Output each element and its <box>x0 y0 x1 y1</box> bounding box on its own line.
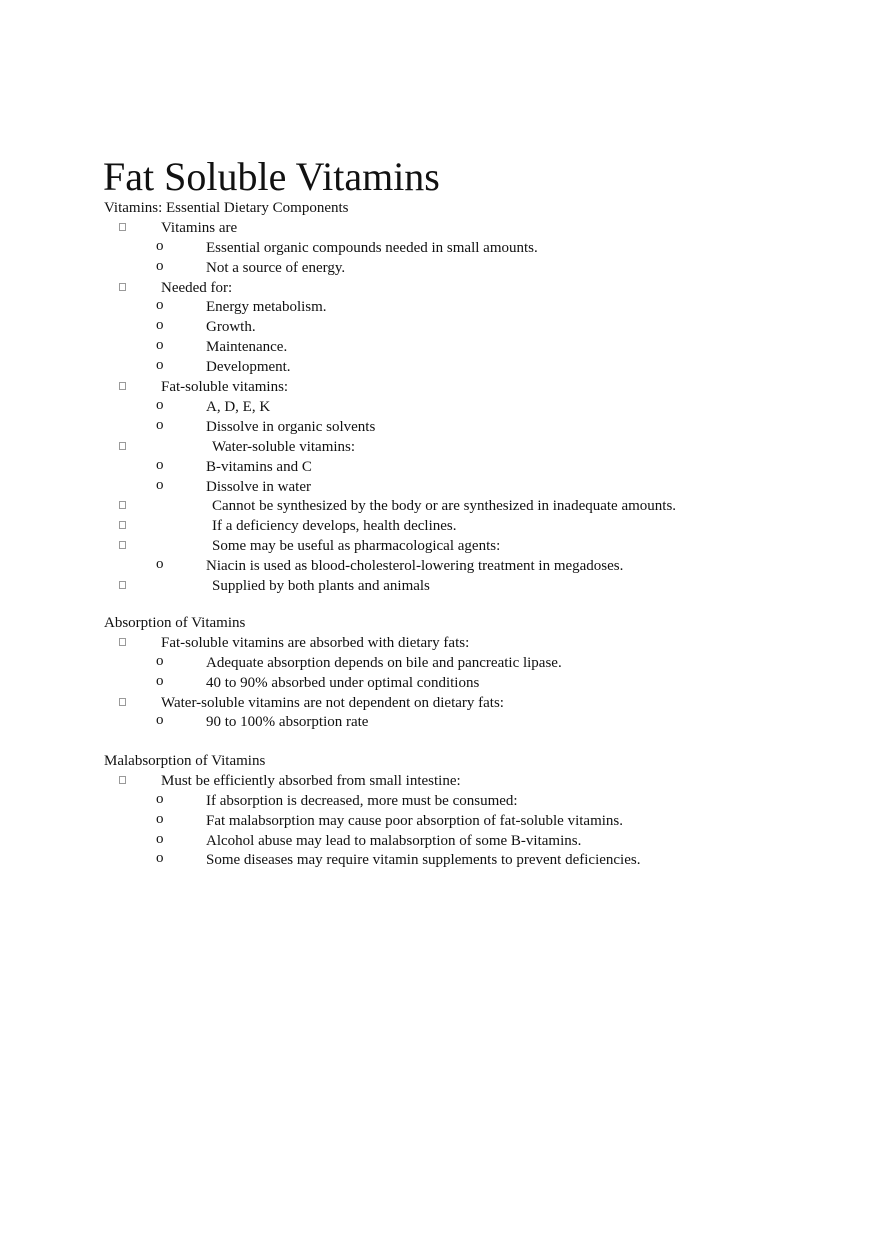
square-bullet-icon <box>119 638 126 646</box>
list-item: B-vitamins and C <box>206 459 312 475</box>
circle-bullet-icon: o <box>156 850 164 866</box>
square-bullet-icon <box>119 698 126 706</box>
circle-bullet-icon: o <box>156 357 164 373</box>
list-item: Needed for: <box>161 280 233 296</box>
list-item: Fat-soluble vitamins are absorbed with dietary fats: <box>161 635 470 651</box>
square-bullet-icon <box>119 283 126 291</box>
circle-bullet-icon: o <box>156 417 164 433</box>
circle-bullet-icon: o <box>156 791 164 807</box>
list-item: 40 to 90% absorbed under optimal conditions <box>206 675 480 691</box>
list-item: Essential organic compounds needed in small amounts. <box>206 240 538 256</box>
section-heading: Malabsorption of Vitamins <box>104 753 266 769</box>
square-bullet-icon <box>119 581 126 589</box>
list-item: Some may be useful as pharmacological agents: <box>212 538 501 554</box>
square-bullet-icon <box>119 776 126 784</box>
list-item: Maintenance. <box>206 339 288 355</box>
list-item: Must be efficiently absorbed from small intestine: <box>161 773 461 789</box>
section-heading: Vitamins: Essential Dietary Components <box>104 200 349 216</box>
list-item: Development. <box>206 359 291 375</box>
list-item: Some diseases may require vitamin supplements to prevent deficiencies. <box>206 852 641 868</box>
square-bullet-icon <box>119 541 126 549</box>
square-bullet-icon <box>119 521 126 529</box>
list-item: If absorption is decreased, more must be consumed: <box>206 793 518 809</box>
list-item: Fat-soluble vitamins: <box>161 379 289 395</box>
list-item: Dissolve in water <box>206 479 311 495</box>
list-item: Water-soluble vitamins: <box>212 439 356 455</box>
square-bullet-icon <box>119 501 126 509</box>
circle-bullet-icon: o <box>156 811 164 827</box>
list-item: Vitamins are <box>161 220 238 236</box>
list-item: Fat malabsorption may cause poor absorption of fat-soluble vitamins. <box>206 813 623 829</box>
list-item: Niacin is used as blood-cholesterol-lowering treatment in megadoses. <box>206 558 624 574</box>
circle-bullet-icon: o <box>156 673 164 689</box>
circle-bullet-icon: o <box>156 477 164 493</box>
square-bullet-icon <box>119 442 126 450</box>
page-title: Fat Soluble Vitamins <box>103 154 440 199</box>
list-item: Water-soluble vitamins are not dependent on dietary fats: <box>161 695 504 711</box>
circle-bullet-icon: o <box>156 337 164 353</box>
square-bullet-icon <box>119 382 126 390</box>
circle-bullet-icon: o <box>156 831 164 847</box>
list-item: Alcohol abuse may lead to malabsorption of some B-vitamins. <box>206 833 582 849</box>
list-item: Growth. <box>206 319 256 335</box>
list-item: A, D, E, K <box>206 399 271 415</box>
circle-bullet-icon: o <box>156 317 164 333</box>
circle-bullet-icon: o <box>156 238 164 254</box>
circle-bullet-icon: o <box>156 556 164 572</box>
section-heading: Absorption of Vitamins <box>104 615 246 631</box>
circle-bullet-icon: o <box>156 457 164 473</box>
square-bullet-icon <box>119 223 126 231</box>
list-item: Adequate absorption depends on bile and pancreatic lipase. <box>206 655 562 671</box>
list-item: Cannot be synthesized by the body or are synthesized in inadequate amounts. <box>212 498 677 514</box>
circle-bullet-icon: o <box>156 397 164 413</box>
circle-bullet-icon: o <box>156 712 164 728</box>
list-item: Not a source of energy. <box>206 260 346 276</box>
list-item: Energy metabolism. <box>206 299 327 315</box>
circle-bullet-icon: o <box>156 653 164 669</box>
circle-bullet-icon: o <box>156 297 164 313</box>
list-item: If a deficiency develops, health declines. <box>212 518 457 534</box>
circle-bullet-icon: o <box>156 258 164 274</box>
list-item: Dissolve in organic solvents <box>206 419 376 435</box>
list-item: 90 to 100% absorption rate <box>206 714 369 730</box>
list-item: Supplied by both plants and animals <box>212 578 430 594</box>
